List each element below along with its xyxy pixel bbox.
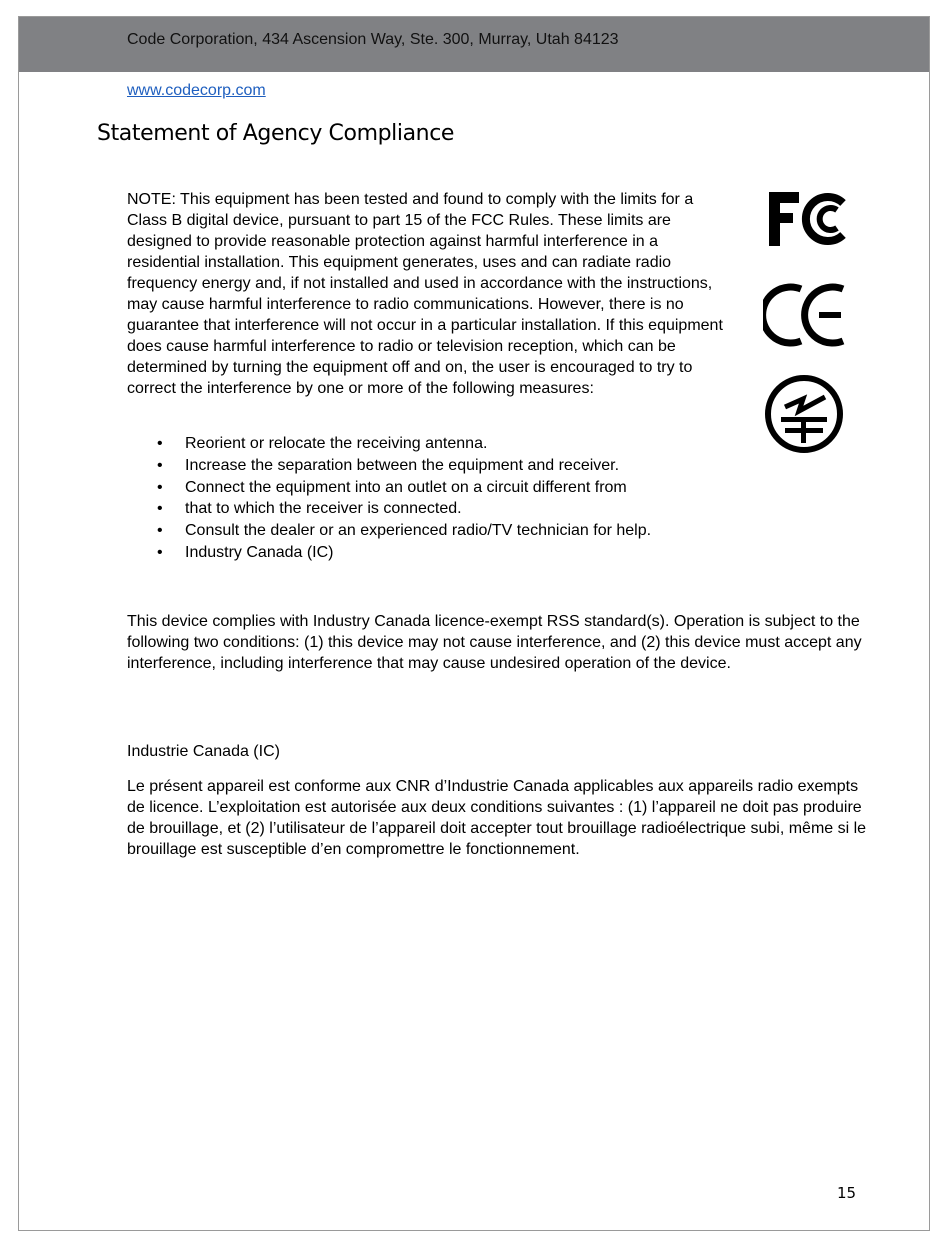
list-item: • Increase the separation between the equipment and receiver. [127, 455, 727, 477]
telec-mark-icon [763, 373, 845, 455]
ce-logo [763, 283, 849, 347]
ic-english-paragraph: This device complies with Industry Canada licence-exempt RSS standard(s). Operation is subject to the following two conditions: (1) this device may not cause interference, and (2) this device must accept any interference, including interference that may cause undesired operation of the device. [127, 613, 862, 672]
page-number: 15 [837, 1184, 857, 1202]
ic-french-heading: Industrie Canada (IC) [127, 743, 280, 760]
fcc-logo [767, 189, 847, 249]
document-page [18, 16, 930, 1231]
fcc-logo-icon [767, 189, 847, 249]
list-item: • Reorient or relocate the receiving antenna. [127, 433, 727, 455]
header-band [19, 17, 929, 72]
company-address: Code Corporation, 434 Ascension Way, Ste. 300, Murray, Utah 84123 [127, 31, 619, 48]
telec-logo [763, 373, 845, 455]
list-item: • Connect the equipment into an outlet on a circuit different from [127, 477, 727, 499]
page-title: Statement of Agency Compliance [97, 121, 455, 146]
website-link[interactable]: www.codecorp.com [127, 82, 266, 99]
ic-french-paragraph: Le présent appareil est conforme aux CNR d’Industrie Canada applicables aux appareils radio exempts de licence. L’exploitation est autorisée aux deux conditions suivantes : (1) l’appareil ne doit pas produire de brouillage, et (2) l’utilisateur de l’appareil doit accepter tout brouillage radioélectrique subi, même si le brouillage est susceptible d’en compromettre le fonctionnement. [127, 778, 867, 858]
fcc-note-paragraph: NOTE: This equipment has been tested and found to comply with the limits for a Class B digital device, pursuant to part 15 of the FCC Rules. These limits are designed to provide reasonable protection against harmful interference in a residential installation. This equipment generates, uses and can radiate radio frequency energy and, if not installed and used in accordance with the instructions, may cause harmful interference to radio communications. However, there is no guarantee that interference will not occur in a particular installation. If this equipment does cause harmful interference to radio or television reception, which can be determined by turning the equipment off and on, the user is encouraged to try to correct the interference by one or more of the following measures: [127, 191, 723, 397]
list-item: • Consult the dealer or an experienced radio/TV technician for help. [127, 520, 727, 542]
ce-mark-icon [763, 283, 849, 347]
list-item: • Industry Canada (IC) [127, 542, 727, 564]
list-item: • that to which the receiver is connected. [127, 498, 727, 520]
measures-list [127, 433, 727, 564]
